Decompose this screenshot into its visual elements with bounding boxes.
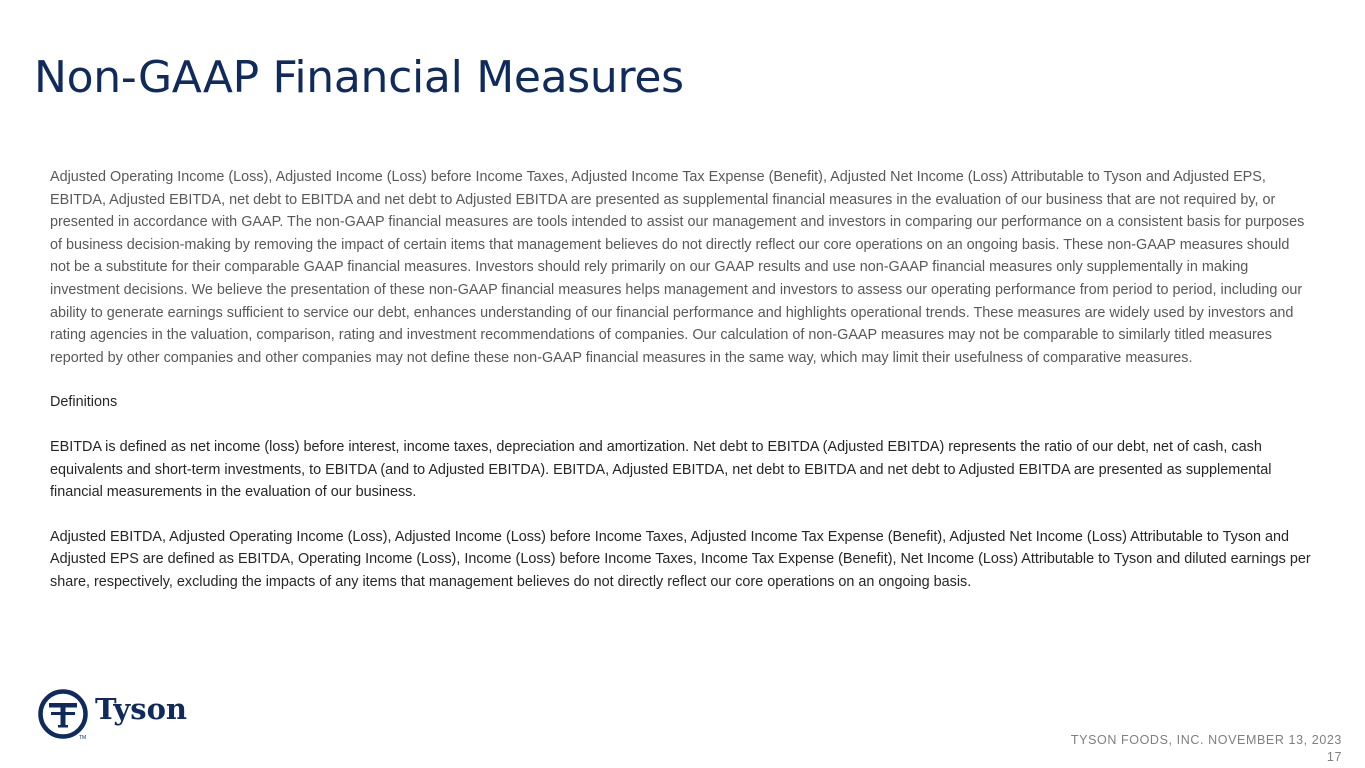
footer-company-date: TYSON FOODS, INC. NOVEMBER 13, 2023 — [1070, 733, 1342, 747]
definitions-heading: Definitions — [50, 394, 118, 411]
page-number: 17 — [1326, 750, 1342, 764]
footer — [1071, 732, 1342, 766]
tyson-wordmark: Tyson — [95, 692, 187, 726]
tyson-logo-icon — [37, 688, 89, 740]
page-title: Non-GAAP Financial Measures — [34, 52, 684, 103]
trademark-symbol: TM — [79, 735, 87, 741]
definition-adjusted-measures: Adjusted EBITDA, Adjusted Operating Income (Loss), Adjusted Income (Loss) before Income Taxes, Adjusted Income Tax Expense (Benefit), Adjusted Net Income (Loss) Attributable to Tyson and Adjusted EPS are defined as EBITDA, Operating Income (Loss), Income (Loss) before Income Taxes, Income Tax Expense (Benefit), Net Income (Loss) Attributable to Tyson and diluted earnings per share, respectively, excluding the impacts of any items that management believes do not directly reflect our core operations on an ongoing basis. — [50, 528, 1311, 590]
tyson-logo — [37, 688, 187, 742]
intro-paragraph: Adjusted Operating Income (Loss), Adjusted Income (Loss) before Income Taxes, Adjusted Income Tax Expense (Benefit), Adjusted Net Income (Loss) Attributable to Tyson and Adjusted EPS, EBITDA, Adjusted EBITDA, net debt to EBITDA and net debt to Adjusted EBITDA are presented as supplemental financial measures in the evaluation of our business that are not required by, or presented in accordance with GAAP. The non-GAAP financial measures are tools intended to assist our management and investors in comparing our performance on a consistent basis for purposes of business decision-making by removing the impact of certain items that management believes do not directly reflect our core operations on an ongoing basis. These non-GAAP measures should not be a substitute for their comparable GAAP financial measures. Investors should rely primarily on our GAAP results and use non-GAAP financial measures only supplementally in making investment decisions. We believe the presentation of these non-GAAP financial measures helps management and investors to assess our operating performance from period to period, including our ability to generate earnings sufficient to service our debt, enhances understanding of our financial performance and highlights operational trends. These measures are widely used by investors and rating agencies in the valuation, comparison, rating and investment recommendations of companies. Our calculation of non-GAAP measures may not be comparable to similarly titled measures reported by other companies and other companies may not define these non-GAAP financial measures in the same way, which may limit their usefulness of comparative measures. — [50, 169, 1305, 366]
content-body — [50, 166, 1312, 594]
definition-ebitda: EBITDA is defined as net income (loss) before interest, income taxes, depreciation and amortization. Net debt to EBITDA (Adjusted EBITDA) represents the ratio of our debt, net of cash, cash equivalents and short-term investments, to EBITDA (and to Adjusted EBITDA). EBITDA, Adjusted EBITDA, net debt to EBITDA and net debt to Adjusted EBITDA are presented as supplemental financial measurements in the evaluation of our business. — [50, 438, 1272, 501]
